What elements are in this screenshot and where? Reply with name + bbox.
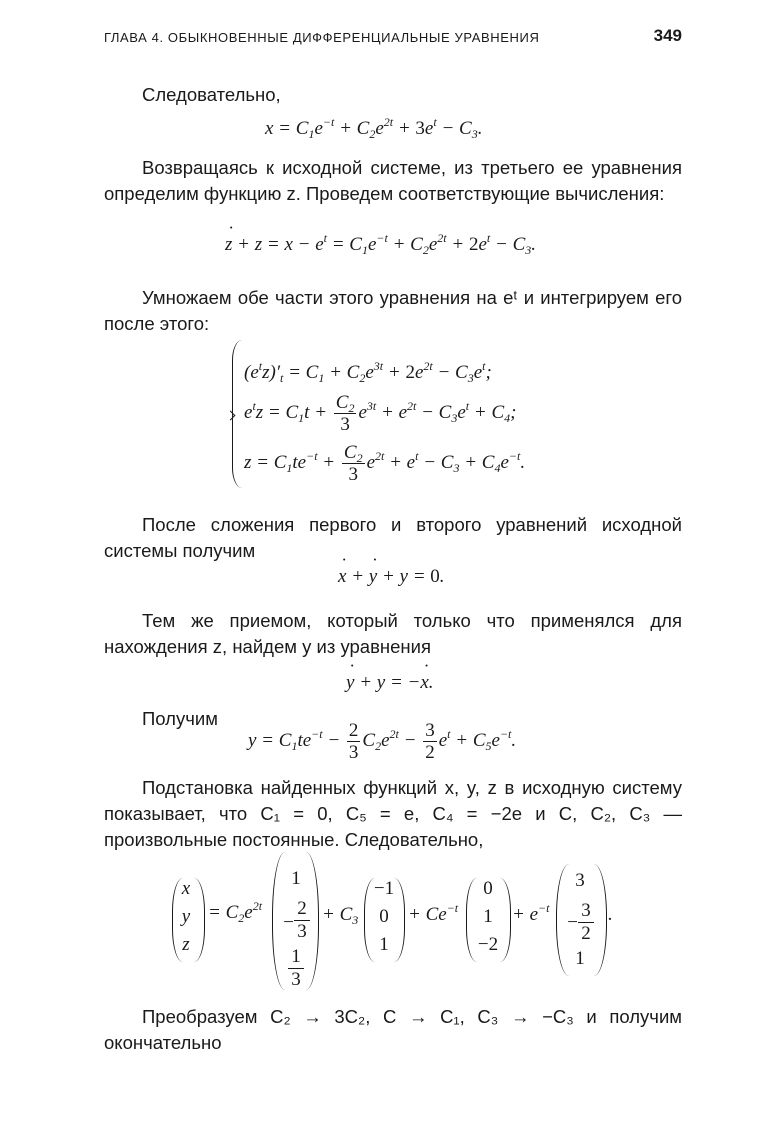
paragraph-1: Следовательно, xyxy=(142,84,281,105)
v3-bot: −2 xyxy=(477,934,499,955)
frac-den: 2 xyxy=(581,923,591,944)
paragraph-6: Получим xyxy=(142,708,218,729)
vec-y: y xyxy=(181,906,191,927)
v4-mid-frac xyxy=(578,900,594,945)
chapter-title: ГЛАВА 4. ОБЫКНОВЕННЫЕ ДИФФЕРЕНЦИАЛЬНЫЕ УРАВНЕНИЯ xyxy=(104,30,540,45)
coef-c3: + $C_3$ xyxy=(322,904,359,927)
v2-mid: 0 xyxy=(379,906,389,927)
equation-x: $x = C_1e^{-t} + C_2e^{2t} + 3e^t - C_3$. xyxy=(265,115,483,141)
equation-y: $y = C_1te^{-t}$ − $\frac{2}{3}$ $C_2e^{2t}$ − $\frac{3}{2}$ $e^t + C_5e^{-t}$. xyxy=(248,720,517,763)
period: . xyxy=(608,904,613,925)
v3-mid: 1 xyxy=(483,906,493,927)
equation-sum: ˙ x + ˙ y + y = 0. xyxy=(338,566,445,588)
paragraph-7: Подстановка найденных функций x, y, z в исходную систему показывает, что C₁ = 0, C₅ = e, C₄ = −2e и C, C₂, C₃ — произвольные постоянные. Следовательно, xyxy=(104,777,682,850)
coef-c: + $Ce^{-t}$ xyxy=(408,901,459,925)
coef-c2: = $C_2e^{2t}$ xyxy=(208,899,263,925)
page-number: 349 xyxy=(653,26,682,45)
v2-bot: 1 xyxy=(379,934,389,955)
right-paren xyxy=(306,852,319,990)
v2-top: −1 xyxy=(373,878,395,899)
coef-et: + $e^{-t}$ xyxy=(512,901,550,925)
system-line-3: $z = C_1te^{-t}$ + $\frac{C_2}{3}$ $e^{2t} + e^t - C_3 + C_4e^{-t}$. xyxy=(244,442,526,485)
paragraph-2: Возвращаясь к исходной системе, из третьего ее уравнения определим функцию z. Проведем соответствующие вычисления: xyxy=(104,157,682,204)
equation-y-derivative: ˙ y + y = −˙ x. xyxy=(346,672,434,694)
vec-x: x xyxy=(181,878,191,899)
paragraph-4: После сложения первого и второго уравнений исходной системы получим xyxy=(104,514,682,561)
paragraph-3: Умножаем обе части этого уравнения на eᵗ и интегрируем его после этого: xyxy=(104,287,682,334)
v1-top: 1 xyxy=(291,868,301,889)
frac-num: 1 xyxy=(288,946,304,969)
v4-top: 3 xyxy=(575,870,585,891)
v4-minus: − xyxy=(566,912,579,933)
frac-num: 2 xyxy=(294,898,310,921)
paragraph-5: Тем же приемом, который только что применялся для нахождения z, найдем y из уравнения xyxy=(104,610,682,657)
frac-den: 3 xyxy=(291,969,301,990)
v4-bot: 1 xyxy=(575,948,585,969)
equation-z-derivative: ˙ $z + z = x - e^t = C_1e^{-t} + C_2e^{2t} + 2e^t - C_3$. xyxy=(225,234,536,256)
v1-minus: − xyxy=(282,912,295,933)
system-line-2: $e^tz = C_1t$ + $\frac{C_2}{3}$ $e^{3t} + e^{2t} - C_3e^t + C_4$; xyxy=(244,392,517,435)
right-paren xyxy=(500,878,511,962)
frac-num: 3 xyxy=(578,900,594,923)
v3-top: 0 xyxy=(483,878,493,899)
v1-bot-frac xyxy=(288,946,304,991)
right-paren xyxy=(594,864,607,976)
vec-z: z xyxy=(182,934,190,955)
paragraph-8: Преобразуем C₂ → 3C₂, C → C₁, C₃ → −C₃ и получим окончательно xyxy=(104,1006,682,1053)
frac-den: 3 xyxy=(297,921,307,942)
system-line-1: $(e^tz)'_t = C_1 + C_2e^{3t} + 2e^{2t} - C_3e^t$; xyxy=(244,359,492,385)
page-header xyxy=(104,26,684,50)
